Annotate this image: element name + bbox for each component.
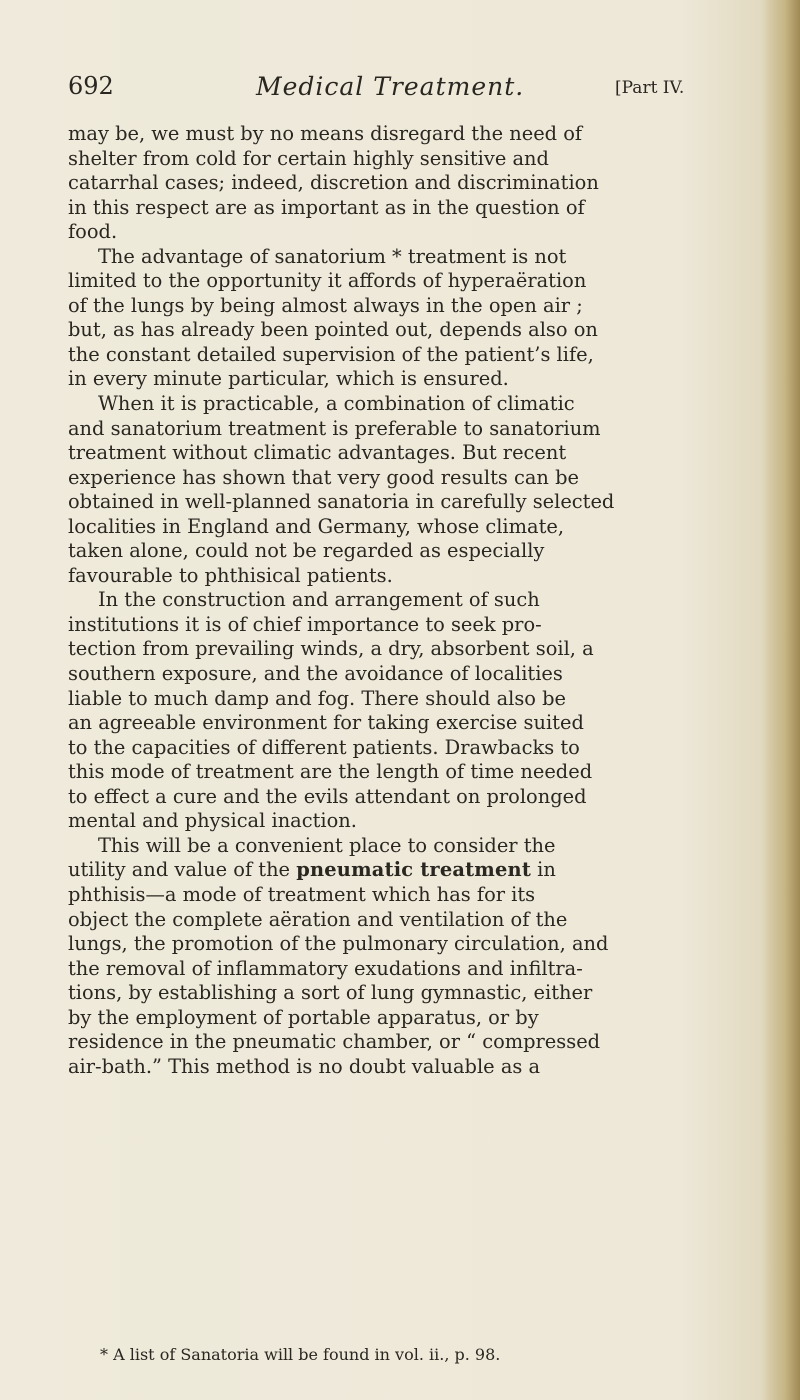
paragraph-start-line: The advantage of sanatorium * treatment is not (98, 244, 567, 268)
text-line: this mode of treatment are the length of time needed (68, 760, 593, 784)
text-line: limited to the opportunity it affords of hyperaëration (68, 269, 587, 293)
text-line: in every minute particular, which is ensured. (68, 367, 509, 391)
text-line: the constant detailed supervision of the patient’s life, (68, 342, 594, 366)
text-line: food. (68, 220, 118, 244)
text-line: and sanatorium treatment is preferable to sanatorium (68, 416, 601, 440)
text-line: catarrhal cases; indeed, discretion and discrimination (68, 171, 599, 195)
text-line: experience has shown that very good results can be (68, 465, 579, 489)
paragraph-start-line: When it is practicable, a combination of climatic (98, 392, 575, 416)
text-line: an agreeable environment for taking exercise suited (68, 711, 584, 735)
text-line: may be, we must by no means disregard the need of (68, 122, 583, 145)
text-line: to the capacities of different patients. Drawbacks to (68, 735, 580, 759)
line-segment: in (531, 858, 556, 882)
running-title: Medical Treatment. (256, 72, 525, 101)
body-text (68, 122, 708, 1079)
text-line: mental and physical inaction. (68, 809, 357, 833)
pneumatic-treatment-line (68, 858, 708, 883)
text-line: shelter from cold for certain highly sensitive and (68, 146, 549, 170)
footnote: * A list of Sanatoria will be found in vol. ii., p. 98. (100, 1345, 501, 1364)
text-line: phthisis—a mode of treatment which has for its (68, 882, 536, 906)
line-segment: utility and value of the (68, 858, 297, 882)
text-line: to effect a cure and the evils attendant on prolonged (68, 784, 587, 808)
text-line: the removal of inflammatory exudations and infiltra- (68, 956, 583, 980)
text-line: tions, by establishing a sort of lung gymnastic, either (68, 981, 593, 1005)
text-line: southern exposure, and the avoidance of localities (68, 662, 563, 686)
text-line: taken alone, could not be regarded as especially (68, 539, 545, 563)
text-line: treatment without climatic advantages. But recent (68, 441, 567, 465)
text-line: residence in the pneumatic chamber, or “ compressed (68, 1030, 601, 1054)
text-line: object the complete aëration and ventilation of the (68, 907, 568, 931)
text-line: localities in England and Germany, whose climate, (68, 514, 565, 538)
part-label: [Part IV. (615, 78, 685, 98)
text-line: of the lungs by being almost always in the open air ; (68, 293, 583, 317)
text-line: but, as has already been pointed out, depends also on (68, 318, 598, 342)
running-header (68, 70, 708, 110)
text-line: by the employment of portable apparatus, or by (68, 1005, 539, 1029)
text-line: institutions it is of chief importance to seek pro- (68, 612, 542, 636)
paragraph-start-line: In the construction and arrangement of such (98, 588, 540, 612)
text-line: favourable to phthisical patients. (68, 563, 393, 587)
page-edge-shadow (762, 0, 800, 1400)
text-line: obtained in well-planned sanatoria in carefully selected (68, 490, 615, 514)
text-line: liable to much damp and fog. There should also be (68, 686, 567, 710)
paragraph-start-line: This will be a convenient place to consider the (98, 833, 556, 857)
text-line: tection from prevailing winds, a dry, absorbent soil, a (68, 637, 594, 661)
text-line: air-bath.” This method is no doubt valuable as a (68, 1054, 541, 1078)
text-line: lungs, the promotion of the pulmonary circulation, and (68, 932, 609, 956)
text-line: in this respect are as important as in the question of (68, 195, 585, 219)
bold-term-pneumatic-treatment: pneumatic treatment (296, 858, 531, 882)
page-number: 692 (68, 72, 114, 100)
